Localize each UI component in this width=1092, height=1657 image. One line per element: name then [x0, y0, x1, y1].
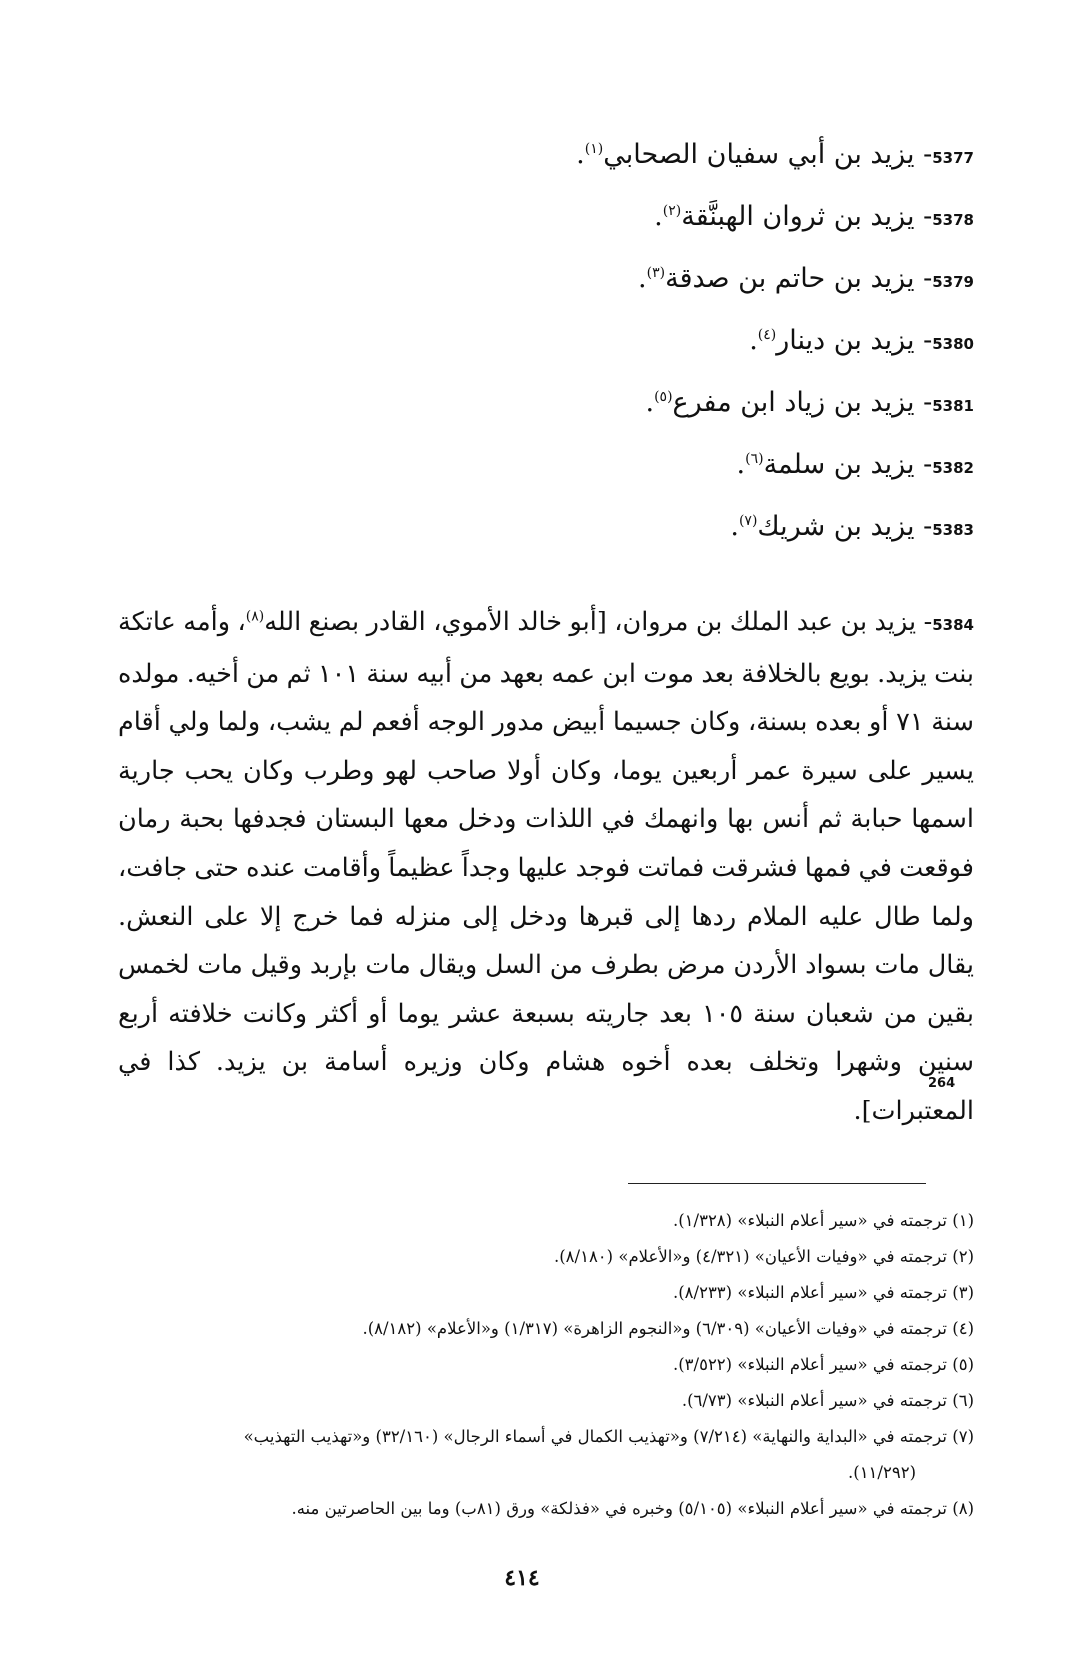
footnote-1: (١) ترجمته في «سير أعلام النبلاء» (١/٣٢٨).: [672, 1211, 974, 1230]
page-number: ٤١٤: [504, 1565, 540, 1591]
entry-5383: 5383- يزيد بن شريك$^{(٧)}$.: [730, 511, 974, 542]
footnote-ref[interactable]: (٢): [662, 203, 682, 219]
manuscript-page-mark: 264: [928, 1076, 956, 1091]
footnote-ref[interactable]: (١): [584, 141, 604, 157]
entry-5380: 5380- يزيد بن دينار$^{(٤)}$.: [749, 325, 974, 356]
footnote-ref[interactable]: (٧): [738, 513, 758, 529]
entry-5378: 5378- يزيد بن ثروان الهبنَّقة$^{(٢)}$.: [654, 201, 974, 232]
entry-number: 5377: [932, 149, 974, 167]
footnote-2: (٢) ترجمته في «وفيات الأعيان» (٤/٣٢١) و«الأعلام» (٨/١٨٠).: [553, 1247, 974, 1266]
footnote-6: (٦) ترجمته في «سير أعلام النبلاء» (٦/٧٣).: [681, 1391, 974, 1410]
entry-5382: 5382- يزيد بن سلمة$^{(٦)}$.: [736, 449, 974, 480]
footnote-ref[interactable]: (٥): [654, 389, 673, 405]
entry-5377: 5377- يزيد بن أبي سفيان الصحابي$^{(١)}$.: [576, 139, 974, 170]
entry-text: - يزيد بن دينار: [776, 325, 933, 356]
entry-text-part-2: ، وأمه عاتكة بنت يزيد. بويع بالخلافة بعد موت ابن عمه بعهد من أبيه سنة ١٠١ ثم من أخيه. مولده سنة ٧١ أو بعده بسنة، وكان جسيما أبيض مدور الوجه أفعم لم يشب، ولما ولي أقام يسير على سيرة عمر أربعين يوما، وكان أولا صاحب لهو وطرب وكان يحب جارية اسمها حبابة ثم أنس بها وانهمك في اللذات ودخل معها البستان فجدفها بحبة رمان فوقعت في فمها فشرقت فماتت فوجد عليها وجداً عظيماً وأقامت عنده حتى جافت، ولما طال عليه الملام ردها إلى قبرها ودخل إلى منزله فما خرج إلا على النعش. يقال مات بسواد الأردن مرض بطرف من السل ويقال مات بإربد وقيل مات لخمس بقين من شعبان سنة ١٠٥ بعد جاريته بسبعة عشر يوما أو أكثر وكانت خلافته أربع سنين وشهرا وتخلف بعده أخوه هشام وكان وزيره أسامة بن يزيد. كذا في المعتبرات].: [118, 607, 975, 1126]
footnote-ref[interactable]: (٦): [745, 451, 764, 467]
footnote-divider: [628, 1183, 926, 1184]
footnote-ref[interactable]: (٤): [757, 327, 777, 343]
entry-number: 5380: [932, 335, 974, 353]
footnote-4: (٤) ترجمته في «وفيات الأعيان» (٦/٣٠٩) و«النجوم الزاهرة» (١/٣١٧) و«الأعلام» (٨/١٨٢).: [362, 1319, 974, 1338]
entry-number: 5382: [932, 459, 974, 477]
entry-text: - يزيد بن سلمة: [763, 449, 933, 480]
footnote-7-continuation: (١١/٢٩٢).: [848, 1463, 916, 1482]
entry-5379: 5379- يزيد بن حاتم بن صدقة$^{(٣)}$.: [638, 263, 974, 294]
entry-number: 5383: [932, 521, 974, 539]
footnote-5: (٥) ترجمته في «سير أعلام النبلاء» (٣/٥٢٢).: [672, 1355, 974, 1374]
footnotes: [118, 1203, 974, 1527]
footnote-ref[interactable]: (٣): [646, 265, 666, 281]
entry-5384: [118, 598, 974, 1136]
entry-number: 5381: [932, 397, 974, 415]
footnote-ref[interactable]: (٨): [245, 608, 265, 625]
entry-text-part-1: - يزيد بن عبد الملك بن مروان، [أبو خالد الأموي، القادر بصنع الله: [264, 607, 933, 637]
entry-text: - يزيد بن أبي سفيان الصحابي: [603, 139, 933, 170]
entry-number: 5379: [932, 273, 974, 291]
entry-text: - يزيد بن زياد ابن مفرع: [672, 387, 933, 418]
entry-text: - يزيد بن حاتم بن صدقة: [665, 263, 933, 294]
entry-text: - يزيد بن ثروان الهبنَّقة: [681, 201, 933, 232]
entry-number: 5378: [932, 211, 974, 229]
entry-5381: 5381- يزيد بن زياد ابن مفرع$^{(٥)}$.: [645, 387, 974, 418]
footnote-8: (٨) ترجمته في «سير أعلام النبلاء» (٥/١٠٥) وخبره في «فذلكة» ورق (٨١ب) وما بين الحاصرتين منه.: [291, 1499, 974, 1518]
entry-text: - يزيد بن شريك: [757, 511, 933, 542]
footnote-7: (٧) ترجمته في «البداية والنهاية» (٧/٢١٤) و«تهذيب الكمال في أسماء الرجال» (٣٢/١٦٠) و«تهذيب التهذيب»: [243, 1427, 974, 1446]
footnote-3: (٣) ترجمته في «سير أعلام النبلاء» (٨/٢٣٣).: [672, 1283, 974, 1302]
entry-list: [118, 140, 974, 574]
entry-number: 5384: [932, 616, 974, 634]
